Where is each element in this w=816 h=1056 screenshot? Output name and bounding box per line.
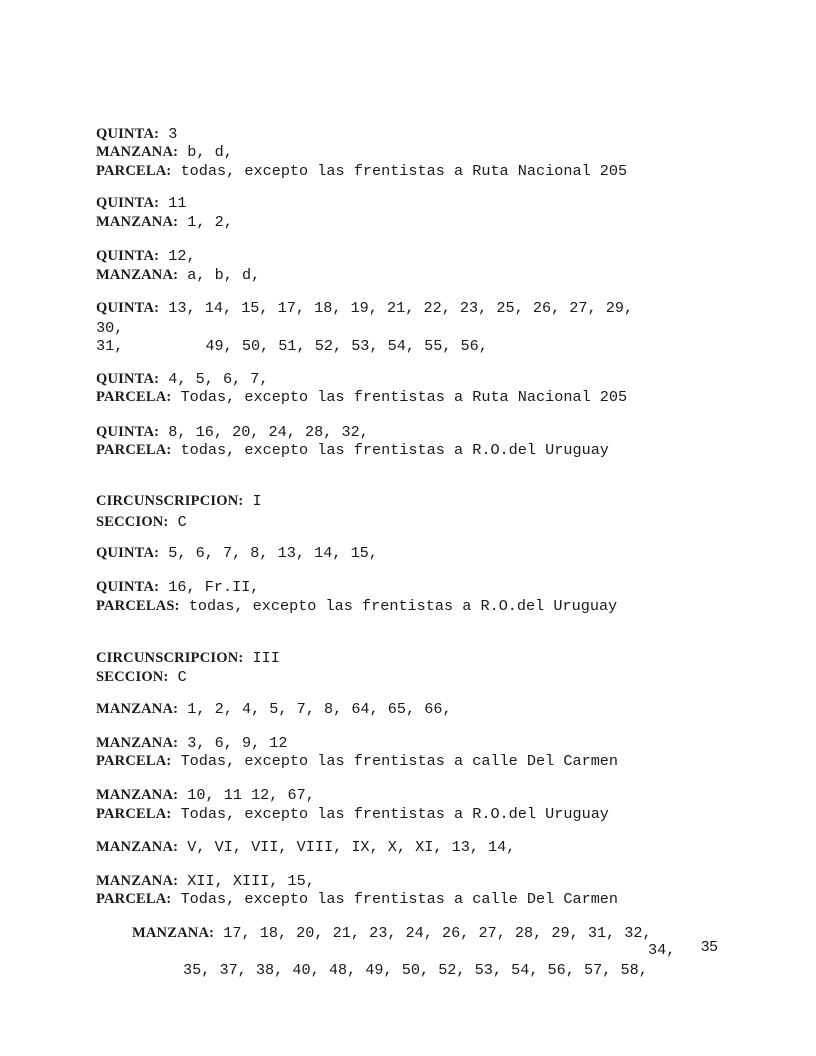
parcela-line: PARCELA: Todas, excepto las frentistas a Ruta Nacional 205 xyxy=(96,388,628,406)
quinta-line: QUINTA: 12, xyxy=(96,247,196,265)
manzana-line: MANZANA: 3, 6, 9, 12 xyxy=(96,734,288,752)
parcela-line: PARCELA: todas, excepto las frentistas a Ruta Nacional 205 xyxy=(96,162,628,180)
circunscripcion-line: CIRCUNSCRIPCION: III xyxy=(96,649,280,667)
quinta-line: QUINTA: 11 xyxy=(96,194,187,212)
quinta-line: QUINTA: 13, 14, 15, 17, 18, 19, 21, 22, 23, 25, 26, 27, 29, xyxy=(96,299,634,317)
circunscripcion-line: CIRCUNSCRIPCION: I xyxy=(96,492,262,510)
manzana-line: MANZANA: 17, 18, 20, 21, 23, 24, 26, 27, 28, 29, 31, 32, xyxy=(132,924,652,942)
parcelas-line: PARCELAS: todas, excepto las frentistas a R.O.del Uruguay xyxy=(96,597,618,615)
seccion-line: SECCION: C xyxy=(96,513,187,531)
quinta-line: QUINTA: 16, Fr.II, xyxy=(96,578,260,596)
manzana-line: MANZANA: b, d, xyxy=(96,143,233,161)
parcela-line: PARCELA: Todas, excepto las frentistas a calle Del Carmen xyxy=(96,752,619,770)
manzana-line: MANZANA: 1, 2, 4, 5, 7, 8, 64, 65, 66, xyxy=(96,700,452,718)
manzana-line: MANZANA: a, b, d, xyxy=(96,266,261,284)
parcela-line: PARCELA: todas, excepto las frentistas a R.O.del Uruguay xyxy=(96,441,609,459)
quinta-line: QUINTA: 8, 16, 20, 24, 28, 32, xyxy=(96,423,369,441)
quinta-line: QUINTA: 5, 6, 7, 8, 13, 14, 15, xyxy=(96,544,378,562)
seccion-line: SECCION: C xyxy=(96,668,187,686)
continuation-line: 35, 37, 38, 40, 48, 49, 50, 52, 53, 54, 56, 57, 58, xyxy=(183,961,648,979)
manzana-line: MANZANA: V, VI, VII, VIII, IX, X, XI, 13, 14, xyxy=(96,838,516,856)
parcela-line: PARCELA: Todas, excepto las frentistas a calle Del Carmen xyxy=(96,890,619,908)
continuation-line: 31, 49, 50, 51, 52, 53, 54, 55, 56, xyxy=(96,337,488,355)
quinta-line: QUINTA: 3 xyxy=(96,125,178,143)
continuation-line: 30, xyxy=(96,319,124,337)
page-number: 35 xyxy=(701,938,718,955)
manzana-line: MANZANA: 10, 11 12, 67, xyxy=(96,786,315,804)
quinta-line: QUINTA: 4, 5, 6, 7, xyxy=(96,370,269,388)
continuation-line: 34, xyxy=(648,941,676,959)
manzana-line: MANZANA: 1, 2, xyxy=(96,213,233,231)
parcela-line: PARCELA: Todas, excepto las frentistas a R.O.del Uruguay xyxy=(96,805,609,823)
manzana-line: MANZANA: XII, XIII, 15, xyxy=(96,872,315,890)
